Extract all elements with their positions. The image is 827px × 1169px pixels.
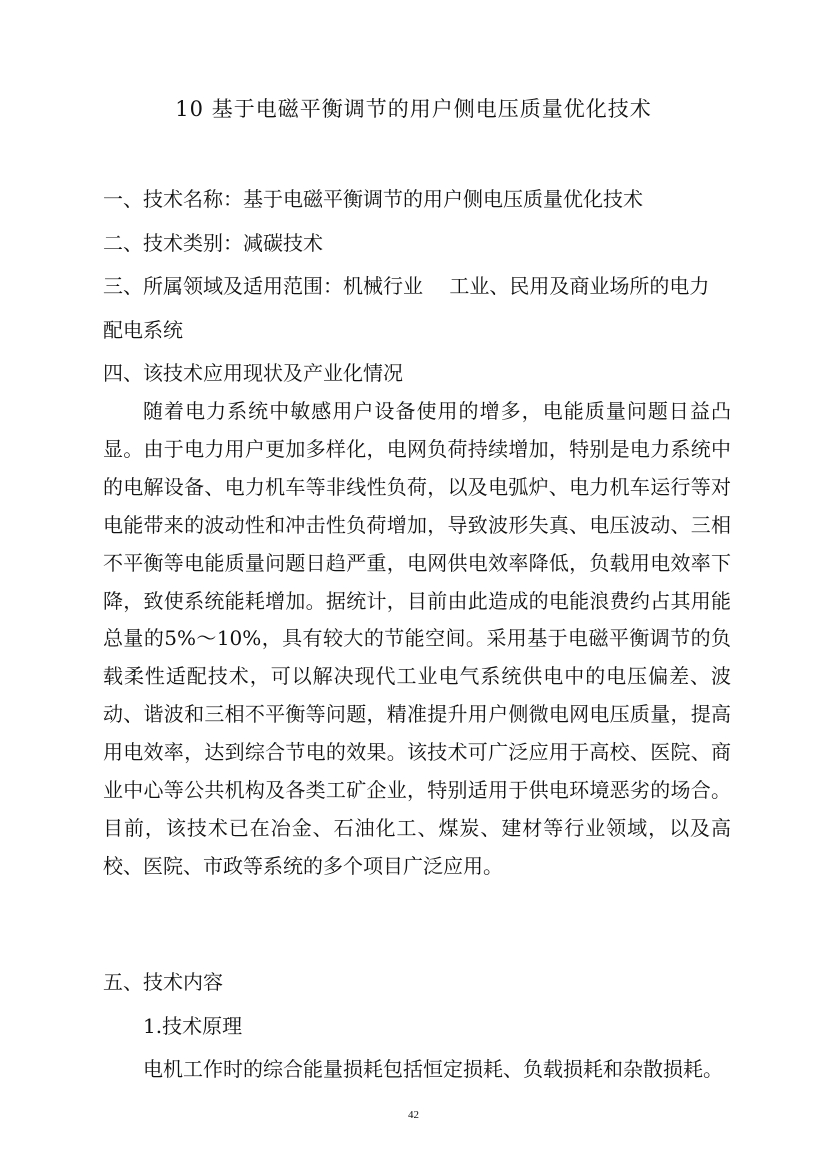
section-5-heading: 五、技术内容 — [103, 970, 223, 994]
section-1-technology-name: 一、技术名称：基于电磁平衡调节的用户侧电压质量优化技术 — [103, 187, 643, 211]
page-number: 42 — [408, 1109, 419, 1121]
section-3-scope-line-1: 三、所属领域及适用范围：机械行业 工业、民用及商业场所的电力 — [103, 274, 710, 298]
section-2-technology-category: 二、技术类别：减碳技术 — [103, 231, 323, 255]
section-4-paragraph: 随着电力系统中敏感用户设备使用的增多，电能质量问题日益凸显。由于电力用户更加多样化，电网负荷持续增加，特别是电力系统中的电解设备、电力机车等非线性负荷，以及电弧炉、电力机车运行等对电能带来的波动性和冲击性负荷增加，导致波形失真、电压波动、三相不平衡等电能质量问题日趋严重，电网供电效率降低，负载用电效率下降，致使系统能耗增加。据统计，目前由此造成的电能浪费约占其用能总量的5%～10%，具有较大的节能空间。采用基于电磁平衡调节的负载柔性适配技术，可以解决现代工业电气系统供电中的电压偏差、波动、谐波和三相不平衡等问题，精准提升用户侧微电网电压质量，提高用电效率，达到综合节电的效果。该技术可广泛应用于高校、医院、商业中心等公共机构及各类工矿企业，特别适用于供电环境恶劣的场合。目前，该技术已在冶金、石油化工、煤炭、建材等行业领域，以及高校、医院、市政等系统的多个项目广泛应用。 — [103, 399, 731, 878]
section-4-heading: 四、该技术应用现状及产业化情况 — [103, 361, 403, 385]
section-5-paragraph-start: 电机工作时的综合能量损耗包括恒定损耗、负载损耗和杂散损耗。 — [143, 1057, 723, 1081]
section-3-scope-line-2: 配电系统 — [103, 318, 183, 342]
document-title: 10 基于电磁平衡调节的用户侧电压质量优化技术 — [175, 97, 652, 121]
section-5-subheading-principle: 1.技术原理 — [143, 1014, 243, 1038]
